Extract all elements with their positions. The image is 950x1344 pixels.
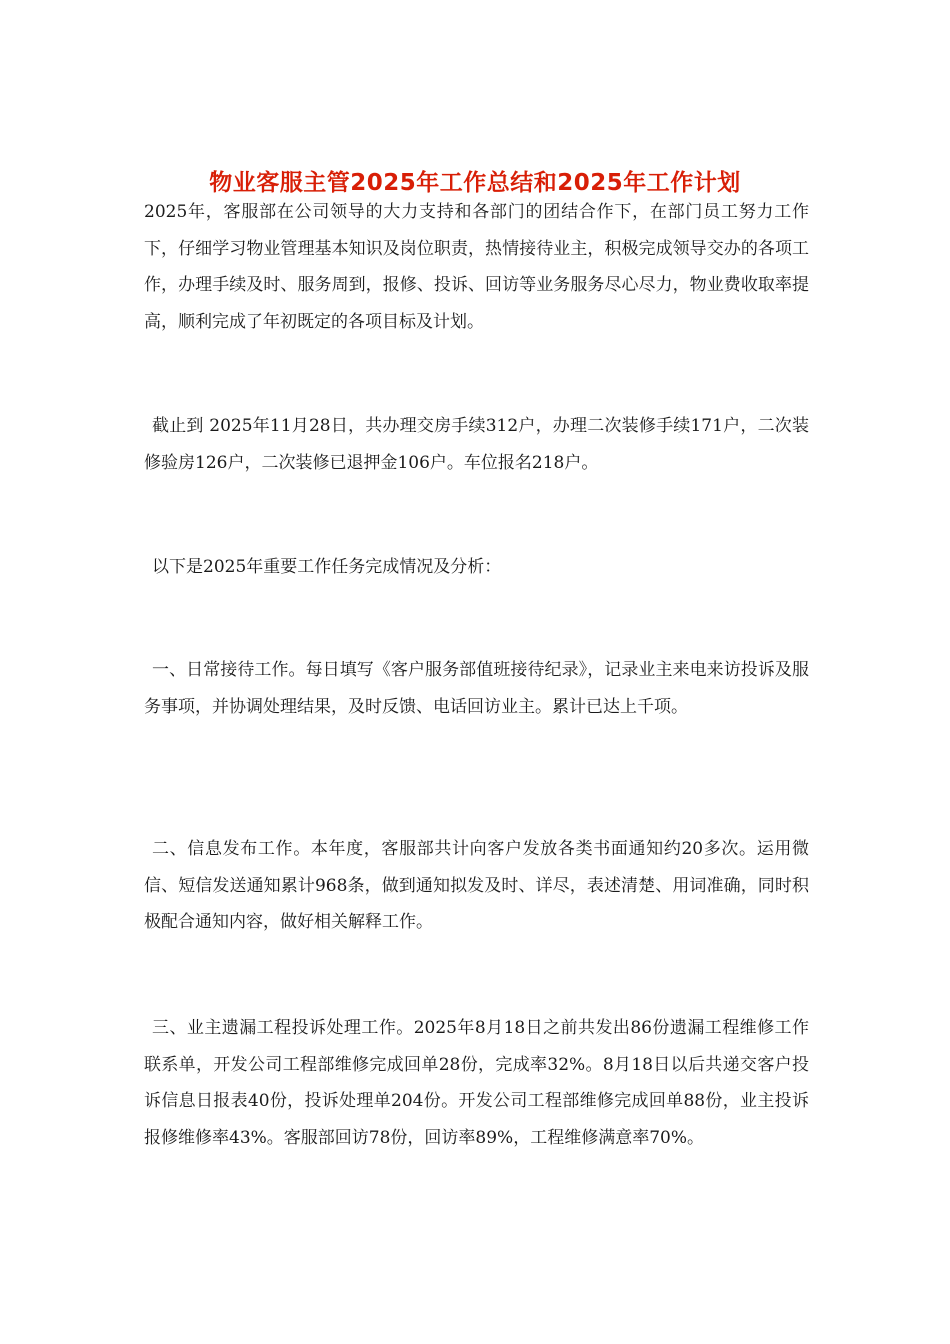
paragraph-daily-reception: 一、日常接待工作。每日填写《客户服务部值班接待纪录》，记录业主来电来访投诉及服务事项，并协调处理结果，及时反馈、电话回访业主。累计已达上千项。 [144, 660, 809, 717]
paragraph-statistics: 截止到 2025年11月28日，共办理交房手续312户，办理二次装修手续171户，二次装修验房126户，二次装修已退押金106户。车位报名218户。 [144, 416, 809, 473]
paragraph-analysis-heading: 以下是2025年重要工作任务完成情况及分析： [152, 557, 502, 577]
paragraph-information-release: 二、信息发布工作。本年度，客服部共计向客户发放各类书面通知约20多次。运用微信、短信发送通知累计968条，做到通知拟发及时、详尽，表述清楚、用词准确，同时积极配合通知内容，做好相关解释工作。 [144, 839, 809, 932]
paragraph-intro: 2025年，客服部在公司领导的大力支持和各部门的团结合作下，在部门员工努力工作下，仔细学习物业管理基本知识及岗位职责，热情接待业主，积极完成领导交办的各项工作，办理手续及时、服务周到，报修、投诉、回访等业务服务尽心尽力，物业费收取率提高，顺利完成了年初既定的各项目标及计划。 [144, 202, 809, 332]
paragraph-complaint-handling: 三、业主遗漏工程投诉处理工作。2025年8月18日之前共发出86份遗漏工程维修工作联系单，开发公司工程部维修完成回单28份，完成率32%。8月18日以后共递交客户投诉信息日报表40份，投诉处理单204份。开发公司工程部维修完成回单88份，业主投诉报修维修率43%。客服部回访78份，回访率89%，工程维修满意率70%。 [144, 1018, 809, 1148]
document-title: 物业客服主管2025年工作总结和2025年工作计划 [209, 170, 741, 197]
